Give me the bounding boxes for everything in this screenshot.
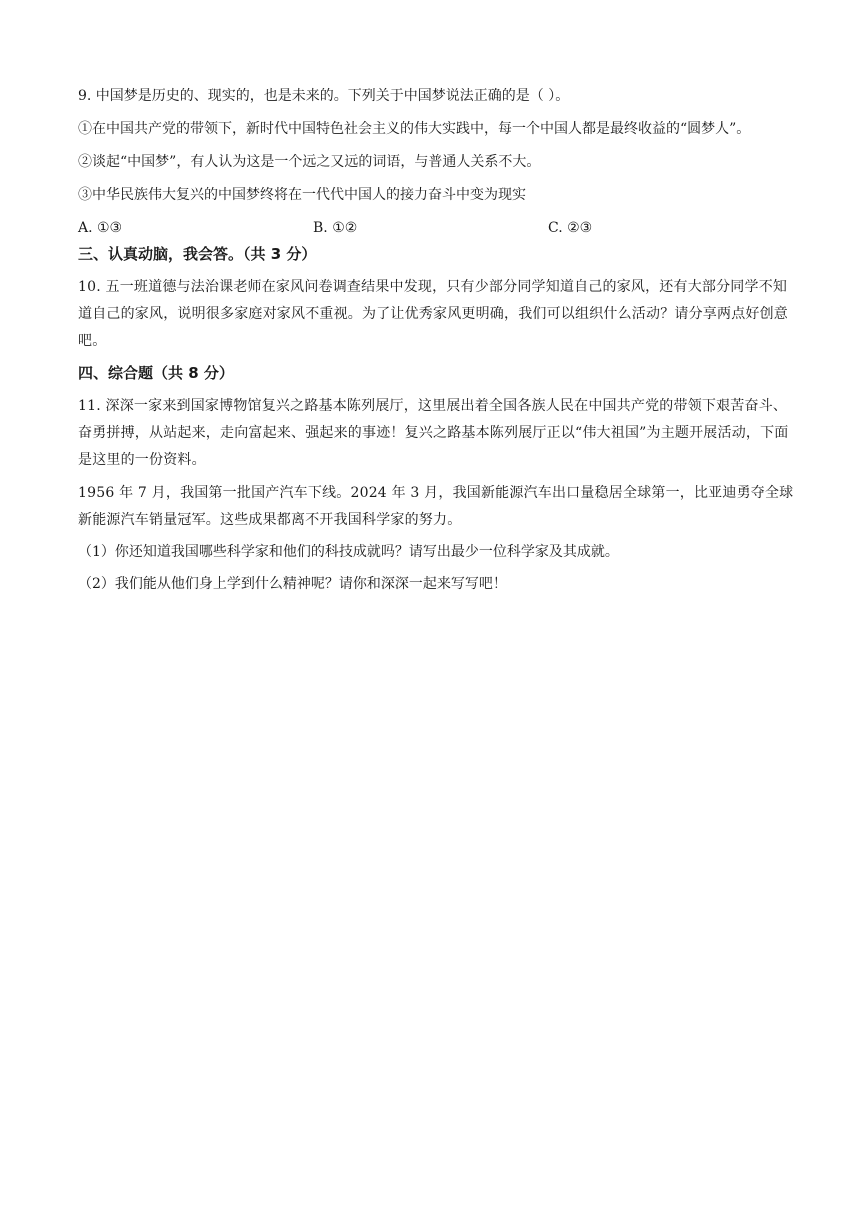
question-11-sub-1: （1）你还知道我国哪些科学家和他们的科技成就吗？请写出最少一位科学家及其成就。 — [78, 544, 619, 560]
section-3-title: 三、认真动脑，我会答。（共 3 分） — [78, 245, 317, 263]
question-11-sub-2: （2）我们能从他们身上学到什么精神呢？请你和深深一起来写写吧！ — [78, 576, 507, 592]
question-9-stem: 9. 中国梦是历史的、现实的，也是未来的。下列关于中国梦说法正确的是（ ）。 — [78, 88, 570, 104]
question-11-material: 1956 年 7 月，我国第一批国产汽车下线。2024 年 3 月，我国新能源汽车出口量稳居全球第一，比亚迪勇夺全球新能源汽车销量冠军。这些成果都离不开我国科学家的努力。 — [78, 485, 794, 528]
question-9-options — [78, 216, 798, 240]
question-11-intro: 11. 深深一家来到国家博物馆复兴之路基本陈列展厅，这里展出着全国各族人民在中国共产党的带领下艰苦奋斗、奋勇拼搏，从站起来，走向富起来、强起来的事迹！复兴之路基本陈列展厅正以“伟大祖国”为主题开展活动，下面是这里的一份资料。 — [78, 398, 789, 468]
section-4-title: 四、综合题（共 8 分） — [78, 364, 234, 382]
question-10-text: 10. 五一班道德与法治课老师在家风问卷调查结果中发现，只有少部分同学知道自己的家风，还有大部分同学不知道自己的家风，说明很多家庭对家风不重视。为了让优秀家风更明确，我们可以组织什么活动？请分享两点好创意吧。 — [78, 279, 788, 349]
question-9-statement-3: ③中华民族伟大复兴的中国梦终将在一代代中国人的接力奋斗中变为现实 — [78, 187, 526, 203]
page-content — [78, 84, 798, 604]
option-a[interactable]: A. ①③ — [78, 220, 123, 236]
option-c[interactable]: C. ②③ — [548, 220, 593, 236]
question-9-statement-1: ①在中国共产党的带领下，新时代中国特色社会主义的伟大实践中，每一个中国人都是最终收益的“圆梦人”。 — [78, 121, 751, 137]
option-b[interactable]: B. ①② — [313, 220, 358, 236]
question-9-statement-2: ②谈起“中国梦”，有人认为这是一个远之又远的词语，与普通人关系不大。 — [78, 154, 541, 170]
